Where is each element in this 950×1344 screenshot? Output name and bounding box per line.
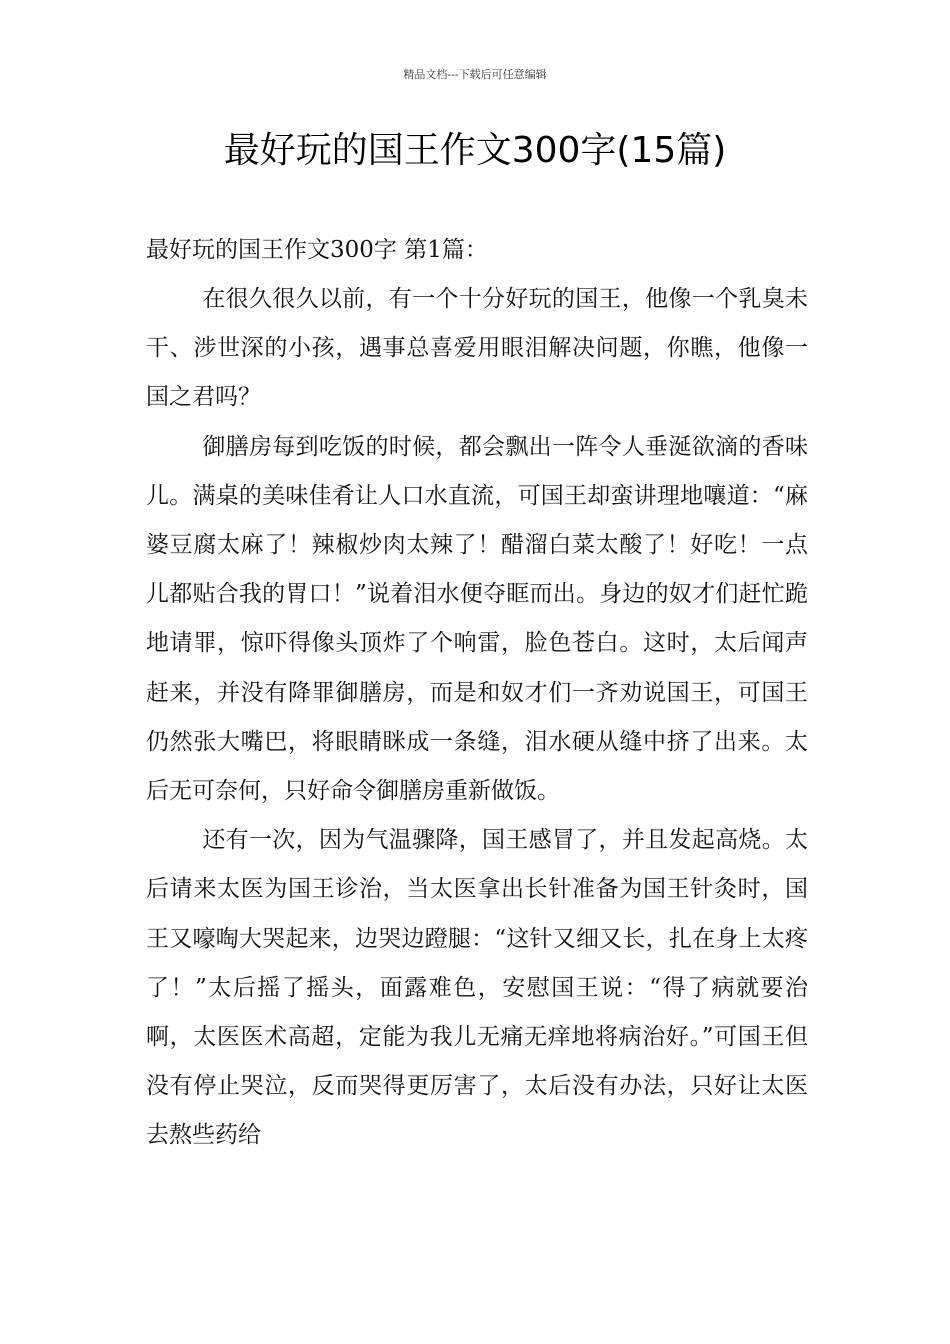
paragraph-1: 在很久很久以前，有一个十分好玩的国王，他像一个乳臭未干、涉世深的小孩，遇事总喜爱用眼泪解决问题，你瞧，他像一国之君吗？ [146, 286, 808, 411]
document-title: 最好玩的国王作文300字(15篇) [223, 130, 727, 171]
paragraph-2: 御膳房每到吃饭的时候，都会飘出一阵令人垂涎欲滴的香味儿。满桌的美味佳肴让人口水直流，可国王却蛮讲理地嚷道：“麻婆豆腐太麻了！辣椒炒肉太辣了！醋溜白菜太酸了！好吃！一点儿都贴合我的胃口！”说着泪水便夺眶而出。身边的奴才们赶忙跪地请罪，惊吓得像头顶炸了个响雷，脸色苍白。这时，太后闻声赶来，并没有降罪御膳房，而是和奴才们一齐劝说国王，可国王仍然张大嘴巴，将眼睛眯成一条缝，泪水硬从缝中挤了出来。太后无可奈何，只好命令御膳房重新做饭。 [146, 433, 808, 805]
header-note: 精品文档---下载后可任意编辑 [403, 68, 547, 81]
section-heading: 最好玩的国王作文300字 第1篇： [146, 237, 488, 263]
paragraph-3: 还有一次，因为气温骤降，国王感冒了，并且发起高烧。太后请来太医为国王诊治，当太医拿出长针准备为国王针灸时，国王又嚎啕大哭起来，边哭边蹬腿：“这针又细又长，扎在身上太疼了！”太后摇了摇头，面露难色，安慰国王说：“得了病就要治啊，太医医术高超，定能为我儿无痛无痒地将病治好。”可国王但没有停止哭泣，反而哭得更厉害了，太后没有办法，只好让太医去熬些药给 [146, 827, 808, 1149]
document-body [146, 225, 808, 1161]
